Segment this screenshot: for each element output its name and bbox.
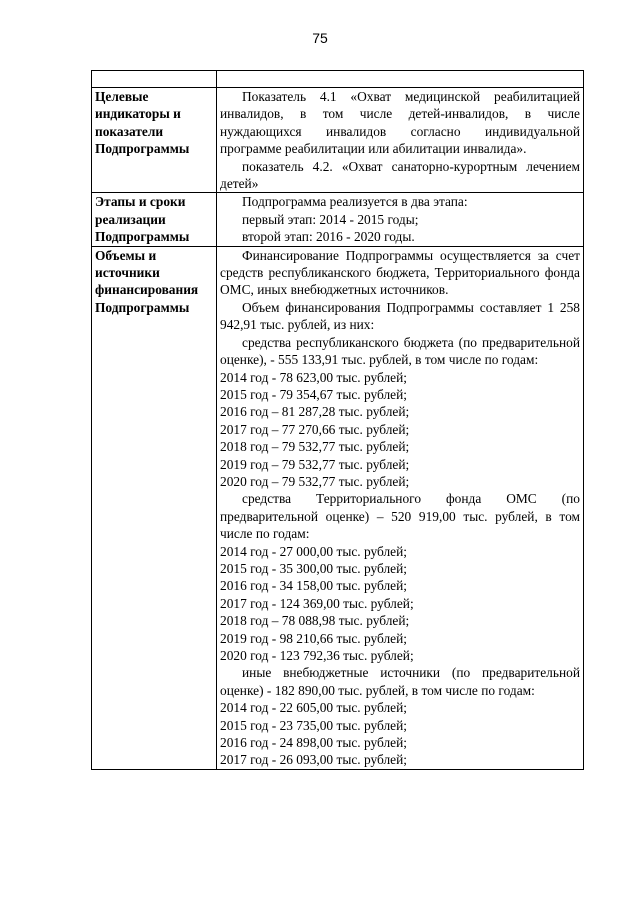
empty-header-cell bbox=[92, 71, 217, 88]
content-paragraph: 2017 год – 77 270,66 тыс. рублей; bbox=[220, 421, 410, 437]
empty-header-cell bbox=[217, 71, 584, 88]
row-content bbox=[217, 246, 584, 769]
page-number: 75 bbox=[312, 30, 328, 46]
content-paragraph: средства республиканского бюджета (по предварительной оценке), - 555 133,91 тыс. рублей, в том числе по годам: bbox=[220, 334, 580, 368]
row-label: Этапы и сроки реализации Подпрограммы bbox=[92, 193, 217, 246]
table-row bbox=[92, 246, 584, 769]
content-paragraph: 2019 год - 98 210,66 тыс. рублей; bbox=[220, 630, 407, 646]
content-paragraph: 2018 год – 78 088,98 тыс. рублей; bbox=[220, 613, 410, 629]
content-paragraph: 2017 год - 26 093,00 тыс. рублей; bbox=[220, 752, 407, 768]
row-content bbox=[217, 88, 584, 193]
content-paragraph: 2014 год - 27 000,00 тыс. рублей; bbox=[220, 543, 407, 559]
table-row bbox=[92, 88, 584, 193]
row-label: Целевые индикаторы и показатели Подпрограммы bbox=[92, 88, 217, 193]
content-paragraph: Подпрограмма реализуется в два этапа: bbox=[242, 194, 468, 210]
content-paragraph: средства Территориального фонда ОМС (по предварительной оценке) – 520 919,00 тыс. рублей, в том числе по годам: bbox=[220, 491, 580, 542]
content-paragraph: 2020 год – 79 532,77 тыс. рублей; bbox=[220, 473, 410, 489]
content-paragraph: Показатель 4.1 «Охват медицинской реабилитацией инвалидов, в том числе детей-инвалидов, в числе нуждающихся инвалидов согласно индивидуальной программе реабилитации или абилитации инвалида». bbox=[220, 89, 580, 157]
content-paragraph: 2020 год - 123 792,36 тыс. рублей; bbox=[220, 648, 414, 663]
row-content bbox=[217, 193, 584, 246]
content-paragraph: 2016 год - 34 158,00 тыс. рублей; bbox=[220, 578, 407, 594]
content-paragraph: 2014 год - 22 605,00 тыс. рублей; bbox=[220, 700, 407, 716]
content-paragraph: Финансирование Подпрограммы осуществляется за счет средств республиканского бюджета, Территориального фонда ОМС, иных внебюджетных источников. bbox=[220, 247, 580, 298]
table-header-row bbox=[92, 71, 584, 88]
content-paragraph: 2015 год - 79 354,67 тыс. рублей; bbox=[220, 386, 407, 402]
content-paragraph: 2016 год – 81 287,28 тыс. рублей; bbox=[220, 404, 410, 420]
content-paragraph: показатель 4.2. «Охват санаторно-курортным лечением детей» bbox=[220, 158, 580, 192]
row-label: Объемы и источники финансирования Подпрограммы bbox=[92, 246, 217, 769]
table-row bbox=[92, 193, 584, 246]
content-paragraph: 2014 год - 78 623,00 тыс. рублей; bbox=[220, 369, 407, 385]
content-paragraph: 2015 год - 35 300,00 тыс. рублей; bbox=[220, 560, 407, 576]
content-paragraph: 2019 год – 79 532,77 тыс. рублей; bbox=[220, 456, 410, 472]
passport-table bbox=[91, 70, 584, 770]
content-paragraph: 2017 год - 124 369,00 тыс. рублей; bbox=[220, 595, 414, 611]
content-paragraph: иные внебюджетные источники (по предварительной оценке) - 182 890,00 тыс. рублей, в том числе по годам: bbox=[220, 665, 580, 698]
content-paragraph: Объем финансирования Подпрограммы составляет 1 258 942,91 тыс. рублей, из них: bbox=[220, 299, 580, 333]
content-paragraph: первый этап: 2014 - 2015 годы; bbox=[242, 211, 419, 227]
content-paragraph: 2016 год - 24 898,00 тыс. рублей; bbox=[220, 735, 407, 751]
content-paragraph: 2018 год – 79 532,77 тыс. рублей; bbox=[220, 439, 410, 455]
content-paragraph: второй этап: 2016 - 2020 годы. bbox=[242, 229, 415, 245]
content-paragraph: 2015 год - 23 735,00 тыс. рублей; bbox=[220, 717, 407, 733]
